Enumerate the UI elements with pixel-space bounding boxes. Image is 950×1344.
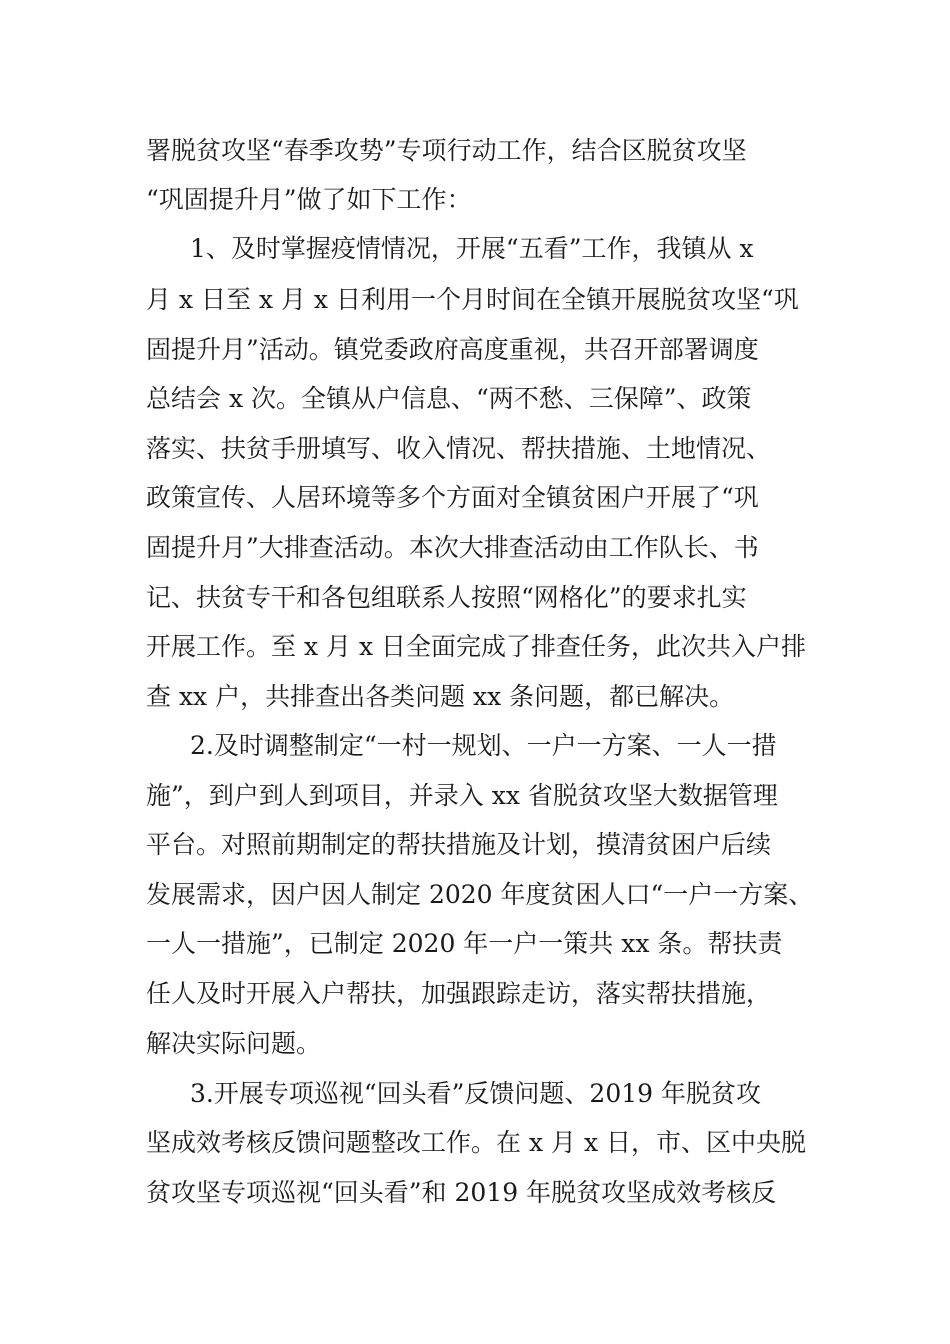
text-line: 月 x 日至 x 月 x 日利用一个月时间在全镇开展脱贫攻坚“巩 [146, 285, 799, 314]
text-line: 平台。对照前期制定的帮扶措施及计划，摸清贫困户后续 [146, 830, 772, 859]
text-line: 署脱贫攻坚“春季攻势”专项行动工作，结合区脱贫攻坚 [146, 136, 747, 165]
text-line: 开展工作。至 x 月 x 日全面完成了排查任务，此次共入户排 [146, 632, 806, 661]
text-line: 坚成效考核反馈问题整改工作。在 x 月 x 日，市、区中央脱 [146, 1128, 806, 1157]
text-line: 施”，到户到人到项目，并录入 xx 省脱贫攻坚大数据管理 [146, 781, 778, 810]
text-line: “巩固提升月”做了如下工作： [146, 185, 472, 214]
text-line: 固提升月”大排查活动。本次大排查活动由工作队长、书 [146, 533, 759, 562]
text-line: 解决实际问题。 [146, 1029, 322, 1058]
text-line: 固提升月”活动。镇党委政府高度重视，共召开部署调度 [146, 335, 759, 364]
paragraph-1-start: 1、及时掌握疫情情况，开展“五看”工作，我镇从 x [190, 234, 754, 263]
text-line: 记、扶贫专干和各包组联系人按照“网格化”的要求扎实 [146, 583, 747, 612]
text-line: 任人及时开展入户帮扶，加强跟踪走访，落实帮扶措施， [146, 979, 772, 1008]
text-line: 查 xx 户，共排查出各类问题 xx 条问题，都已解决。 [146, 682, 735, 711]
text-line: 发展需求，因户因人制定 2020 年度贫困人口“一户一方案、 [146, 880, 814, 909]
paragraph-3-start: 3.开展专项巡视“回头看”反馈问题、2019 年脱贫攻 [190, 1079, 761, 1108]
text-line: 总结会 x 次。全镇从户信息、“两不愁、三保障”、政策 [146, 384, 752, 413]
text-line: 贫攻坚专项巡视“回头看”和 2019 年脱贫攻坚成效考核反 [146, 1178, 777, 1207]
text-line: 一人一措施”，已制定 2020 年一户一策共 xx 条。帮扶责 [146, 929, 783, 958]
paragraph-2-start: 2.及时调整制定“一村一规划、一户一方案、一人一措 [190, 731, 777, 760]
text-line: 落实、扶贫手册填写、收入情况、帮扶措施、土地情况、 [146, 434, 772, 463]
text-line: 政策宣传、人居环境等多个方面对全镇贫困户开展了“巩 [146, 483, 759, 512]
